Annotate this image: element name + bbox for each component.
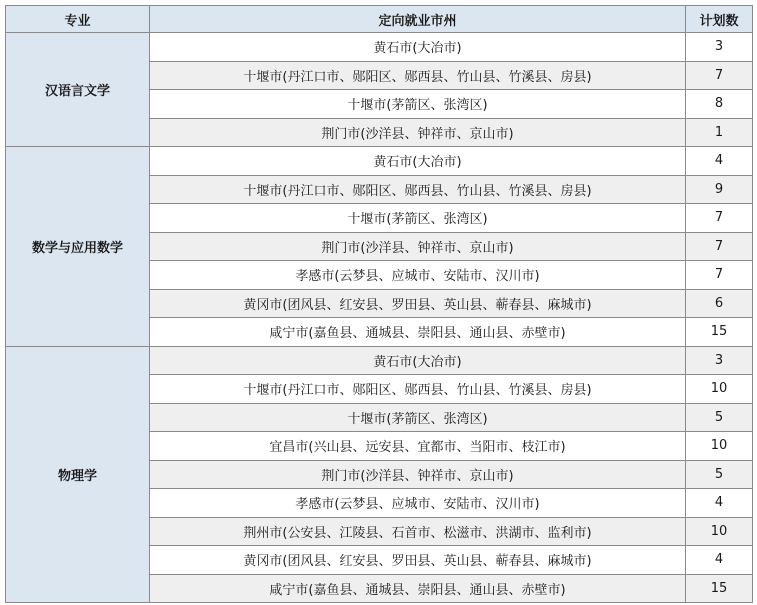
city-cell: 十堰市(丹江口市、郧阳区、郧西县、竹山县、竹溪县、房县) — [150, 61, 686, 90]
plan-table — [5, 5, 753, 603]
count-cell: 4 — [686, 489, 753, 518]
city-cell: 宜昌市(兴山县、远安县、宜都市、当阳市、枝江市) — [150, 432, 686, 461]
city-cell: 十堰市(茅箭区、张湾区) — [150, 90, 686, 119]
city-cell: 荆州市(公安县、江陵县、石首市、松滋市、洪湖市、监利市) — [150, 517, 686, 546]
count-cell: 5 — [686, 403, 753, 432]
count-cell: 7 — [686, 232, 753, 261]
count-cell: 6 — [686, 289, 753, 318]
major-cell: 物理学 — [6, 346, 150, 603]
count-cell: 10 — [686, 432, 753, 461]
table-body — [6, 33, 753, 603]
city-cell: 黄冈市(团风县、红安县、罗田县、英山县、蕲春县、麻城市) — [150, 546, 686, 575]
count-cell: 7 — [686, 261, 753, 290]
city-cell: 孝感市(云梦县、应城市、安陆市、汉川市) — [150, 489, 686, 518]
header-major: 专业 — [6, 6, 150, 33]
count-cell: 3 — [686, 33, 753, 62]
city-cell: 荆门市(沙洋县、钟祥市、京山市) — [150, 118, 686, 147]
city-cell: 荆门市(沙洋县、钟祥市、京山市) — [150, 232, 686, 261]
count-cell: 7 — [686, 61, 753, 90]
count-cell: 4 — [686, 147, 753, 176]
city-cell: 咸宁市(嘉鱼县、通城县、崇阳县、通山县、赤壁市) — [150, 574, 686, 603]
major-cell: 汉语言文学 — [6, 33, 150, 147]
count-cell: 8 — [686, 90, 753, 119]
count-cell: 9 — [686, 175, 753, 204]
city-cell: 黄石市(大冶市) — [150, 147, 686, 176]
city-cell: 荆门市(沙洋县、钟祥市、京山市) — [150, 460, 686, 489]
count-cell: 10 — [686, 375, 753, 404]
city-cell: 黄冈市(团风县、红安县、罗田县、英山县、蕲春县、麻城市) — [150, 289, 686, 318]
count-cell: 15 — [686, 318, 753, 347]
city-cell: 孝感市(云梦县、应城市、安陆市、汉川市) — [150, 261, 686, 290]
table-row — [6, 147, 753, 176]
table-row — [6, 346, 753, 375]
header-count: 计划数 — [686, 6, 753, 33]
city-cell: 黄石市(大冶市) — [150, 346, 686, 375]
count-cell: 5 — [686, 460, 753, 489]
count-cell: 15 — [686, 574, 753, 603]
count-cell: 7 — [686, 204, 753, 233]
city-cell: 咸宁市(嘉鱼县、通城县、崇阳县、通山县、赤壁市) — [150, 318, 686, 347]
city-cell: 十堰市(茅箭区、张湾区) — [150, 204, 686, 233]
city-cell: 十堰市(丹江口市、郧阳区、郧西县、竹山县、竹溪县、房县) — [150, 175, 686, 204]
major-cell: 数学与应用数学 — [6, 147, 150, 347]
city-cell: 黄石市(大冶市) — [150, 33, 686, 62]
table-row — [6, 33, 753, 62]
header-city: 定向就业市州 — [150, 6, 686, 33]
count-cell: 10 — [686, 517, 753, 546]
count-cell: 3 — [686, 346, 753, 375]
count-cell: 1 — [686, 118, 753, 147]
header-row — [6, 6, 753, 33]
count-cell: 4 — [686, 546, 753, 575]
city-cell: 十堰市(茅箭区、张湾区) — [150, 403, 686, 432]
city-cell: 十堰市(丹江口市、郧阳区、郧西县、竹山县、竹溪县、房县) — [150, 375, 686, 404]
